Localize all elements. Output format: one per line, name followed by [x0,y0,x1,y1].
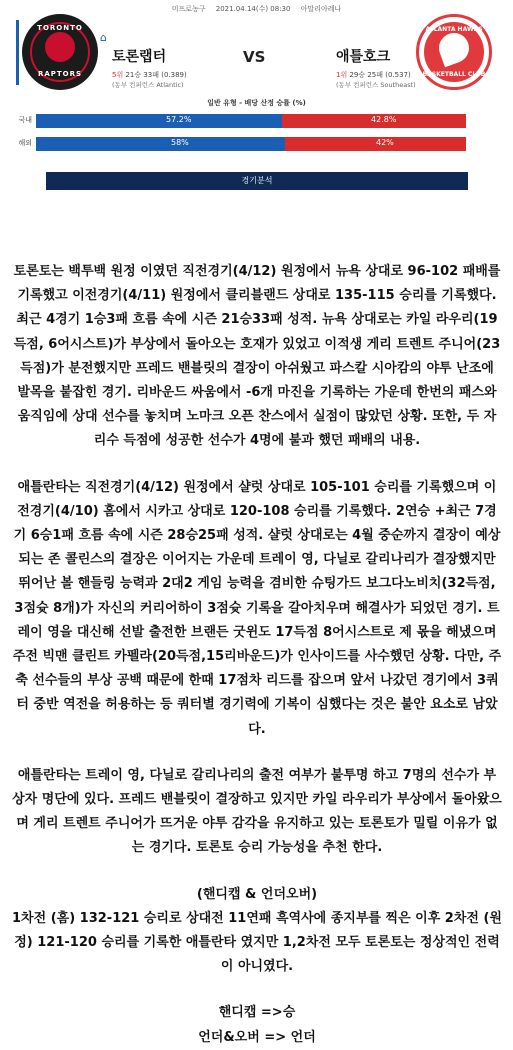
analysis-section-header: 경기분석 [46,172,468,190]
paragraph-home: 토론토는 백투백 원정 이였던 직전경기(4/12) 원정에서 뉴욕 상대로 96-102 패배를 기록했고 이전경기(4/11) 원정에서 클리블랜드 상대로 135-115 승리를 기록했다. 최근 4경기 1승3패 흐름 속에 시즌 21승33패 성적. 뉴욕 상대로는 카일 라우리(19득점, 6어시스트)가 부상에서 돌아오는 호재가 있었고 이적생 게리 트렌트 주니어(23득점)가 분전했지만 프레드 밴블릿의 결장이 아쉬웠고 파스칼 시아캄의 야투 난조에 발목을 붙잡힌 경기. 리바운드 싸움에서 -6개 마진을 기록하는 가운데 한번의 패스와 움직임에 상대 선수를 놓치며 노마크 오픈 찬스에서 실점이 많았던 상황. 또한, 두 자리수 득점에 성공한 선수가 4명에 불과 했던 패배의 내용. [13,264,501,449]
venue-label: 아말리아레나 [300,5,342,13]
handicap-title: (핸디캡 & 언더오버) [196,886,318,902]
analysis-article [12,260,502,1050]
pick-underover: 언더&오버 => 언더 [198,1029,316,1045]
vs-label: VS [243,48,266,66]
home-record [112,70,187,80]
match-datetime: 2021.04.14(수) 08:30 [215,5,291,13]
rate-bar [36,137,466,151]
match-header [0,0,513,200]
home-conference: (동부 컨퍼런스 Atlantic) [112,81,184,89]
away-record-value: 29승 25패 (0.537) [349,71,411,79]
home-rate-bar [36,114,282,128]
home-rate-value: 58% [171,138,189,147]
home-rank: 5위 [112,71,124,79]
away-rate-value: 42.8% [371,115,397,124]
hawks-logo: ATLANTA HAWKS BASKETBALL CLUB [416,14,492,90]
home-accent-bar [16,20,19,85]
home-icon: ⌂ [100,31,107,44]
rate-label: 국내 [18,116,32,124]
league-label: 미프로농구 [171,5,206,13]
rate-bar [36,114,466,128]
match-meta [0,4,513,14]
rate-section-title: 일반 유형 - 배당 산정 승률 (%) [207,99,306,107]
paragraph-summary: 애틀란타는 트레이 영, 다닐로 갈리나리의 출전 여부가 불투명 하고 7명의 선수가 부상자 명단에 있다. 프레드 밴블릿이 결장하고 있지만 카일 라우리가 부상에서 돌아왔으며 게리 트렌트 주니어가 뜨거운 야투 감각을 유지하고 있는 토론토가 밀릴 이유가 없는 경기다. 토론토 승리 가능성을 추천 한다. [12,767,502,856]
paragraph-handicap: 1차전 (홈) 132-121 승리로 상대전 11연패 흑역사에 종지부를 찍은 이후 2차전 (원정) 121-120 승리를 기록한 애틀란타 였지만 1,2차전 모두 토론토는 정상적인 전력이 아니였다. [12,910,502,975]
away-conference: (동부 컨퍼런스 Southeast) [336,81,416,89]
away-rate-value: 42% [376,138,394,147]
home-rate-bar [36,137,285,151]
raptors-logo: TORONTO RAPTORS [22,14,98,90]
rate-label: 해외 [18,139,32,147]
home-team-name: 토론랩터 [112,49,167,65]
home-record-value: 21승 33패 (0.389) [125,71,187,79]
home-rate-value: 57.2% [166,115,192,124]
paragraph-away: 애틀란타는 직전경기(4/12) 원정에서 샬럿 상대로 105-101 승리를 기록했으며 이전경기(4/10) 홈에서 시카고 상대로 120-108 승리를 기록했다. 2연승 +최근 7경기 6승1패 흐름 속에 시즌 28승25패 성적. 샬럿 상대로는 4월 중순까지 결장이 예상되는 존 콜린스의 결장은 이어지는 가운데 트레이 영, 다닐로 갈리나리가 결장했지만 뛰어난 볼 핸들링 능력과 2대2 게임 능력을 겸비한 슈팅가드 보그다노비치(32득점, 3점슛 8개)가 자신의 커리어하이 3점슛 기록을 갈아치우며 해결사가 되었던 경기. 트레이 영을 대신해 선발 출전한 브랜든 굿윈도 17득점 8어시스트로 제 몫을 해냈으며 주전 빅맨 클린트 카펠라(20득점,15리바운드)가 인사이드를 사수했던 상황. 다만, 주축 선수들의 부상 공백 때문에 한때 17점차 리드를 잡으며 앞서 나갔던 경기에서 3쿼터 중반 역전을 허용하는 등 쿼터별 경기력에 기복이 심했다는 것은 불안 요소로 남았다. [12,479,502,737]
away-team-name: 애틀호크 [336,49,391,65]
pick-handicap: 핸디캡 =>승 [218,1005,296,1021]
rate-row-overseas [18,137,466,151]
rate-row-domestic [18,114,466,128]
away-rank: 1위 [336,71,348,79]
away-record [336,70,411,80]
